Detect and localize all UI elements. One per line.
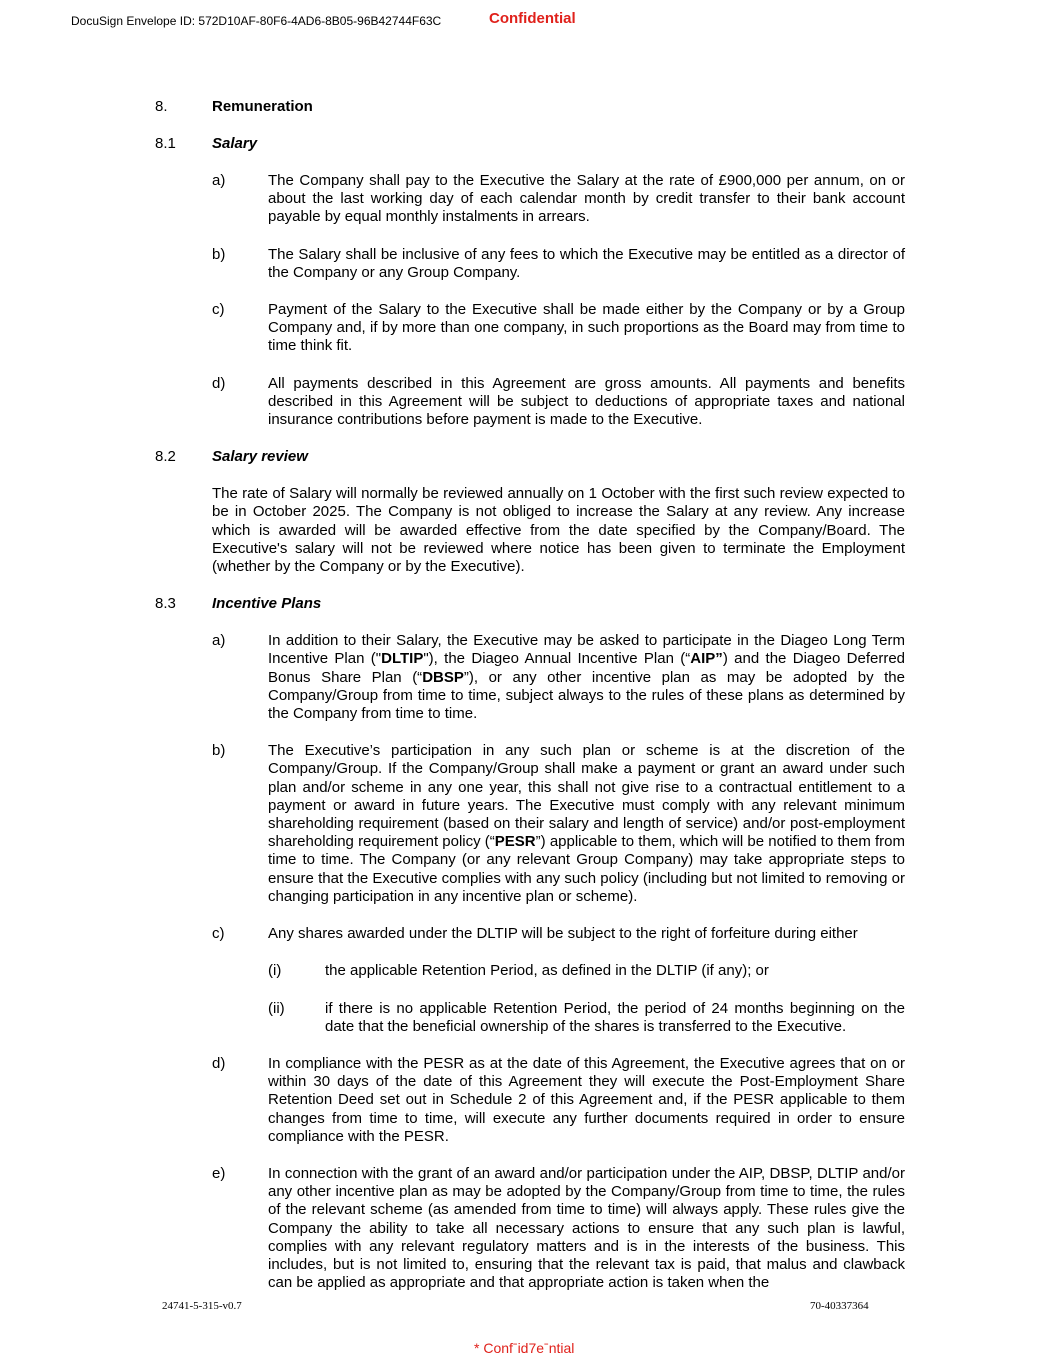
item-label: e)	[212, 1164, 226, 1182]
clause-8-1-b	[155, 246, 905, 282]
clause-number: 8.3	[155, 595, 176, 613]
clause-8-1-heading	[155, 135, 905, 153]
sub-item-label: (i)	[268, 962, 282, 980]
text-run: ”) applicable to them, which will be notified to them from time to time. The Company (or any relevant Group Company) may take appropriate steps to ensure that the Executive complies with any such policy (including but not limited to removing or changing participation in any incentive plan or scheme).	[268, 833, 905, 905]
section-heading	[155, 98, 905, 116]
item-text: All payments described in this Agreement are gross amounts. All payments and benefits described in this Agreement will be subject to deductions of appropriate taxes and national insurance contributions before payment is made to the Executive.	[268, 374, 905, 429]
text-run: ) and the Diageo Deferred Bonus Share Plan (“	[268, 650, 906, 686]
section-title: Remuneration	[212, 98, 313, 115]
document-body	[155, 98, 905, 1311]
item-label: a)	[212, 172, 226, 189]
defined-term-dbsp: DBSP	[422, 668, 464, 686]
defined-term-pesr: PESR	[494, 833, 536, 851]
item-text: The Company shall pay to the Executive the Salary at the rate of £900,000 per annum, on or about the last working day of each calendar month by credit transfer to their bank account payable by equal monthly instalments in arrears.	[268, 172, 905, 226]
text-run: The Executive’s participation in any such plan or scheme is at the discretion of the Company/Group. If the Company/Group shall make a payment or grant an award under such plan and/or scheme in any one year, this shall not give rise to a contractual entitlement to a payment or award in future years. The Executive must comply with any relevant minimum shareholding requirement (based on their salary and length of service) and/or post-employment shareholding requirement policy (“	[268, 742, 905, 851]
defined-term-aip: AIP”	[690, 650, 723, 668]
clause-8-1-a	[155, 172, 905, 227]
clause-8-1-d	[155, 375, 905, 430]
section-number: 8.	[155, 98, 168, 115]
sub-item-text: the applicable Retention Period, as defined in the DLTIP (if any); or	[325, 962, 769, 980]
clause-8-3-d	[155, 1055, 905, 1146]
item-label: c)	[212, 301, 225, 319]
item-label: d)	[212, 374, 226, 392]
item-text: The Salary shall be inclusive of any fees to which the Executive may be entitled as a director of the Company or any Group Company.	[268, 245, 905, 281]
defined-term-dltip: DLTIP	[381, 650, 424, 668]
text-run: "), the Diageo Annual Incentive Plan (“	[423, 650, 691, 668]
item-label: b)	[212, 742, 226, 760]
footer-document-ref: 24741-5-315-v0.7	[162, 1300, 242, 1312]
clause-8-3-a	[155, 632, 905, 723]
item-text: Payment of the Salary to the Executive shall be made either by the Company or by a Group Company and, if by more than one company, in such proportions as the Board may from time to time think fit.	[268, 301, 905, 355]
clause-number: 8.1	[155, 135, 176, 152]
clause-8-1-c	[155, 301, 905, 356]
clause-title: Incentive Plans	[212, 595, 322, 613]
clause-title: Salary review	[212, 448, 308, 466]
confidential-label-bottom: * Confˉid7eˉntial	[474, 1340, 575, 1356]
clause-8-3-heading	[155, 595, 905, 613]
paragraph-text: The rate of Salary will normally be reviewed annually on 1 October with the first such review expected to be in October 2025. The Company is not obliged to increase the Salary at any review. Any increase which is awarded will be awarded effective from the date specified by the Company/Board. The Executive's salary will not be reviewed where notice has been given to terminate the Employment (whether by the Company or by the Executive).	[212, 485, 905, 576]
item-label: d)	[212, 1054, 226, 1072]
item-label: b)	[212, 245, 226, 263]
item-text: Any shares awarded under the DLTIP will be subject to the right of forfeiture during either	[268, 925, 858, 943]
text-run: In addition to their Salary, the Executive may be asked to participate in the Diageo Long Term Incentive Plan ("	[268, 632, 905, 668]
text-run: ”), or any other incentive plan as may be adopted by the Company/Group from time to time, subject always to the rules of these plans as determined by the Company from time to time.	[268, 668, 905, 723]
clause-number: 8.2	[155, 448, 176, 466]
clause-title: Salary	[212, 135, 258, 152]
clause-8-3-c-ii	[155, 1000, 905, 1036]
footer-document-number: 70-40337364	[810, 1300, 869, 1312]
item-text: In connection with the grant of an award and/or participation under the AIP, DBSP, DLTIP and/or any other incentive plan as may be adopted by the Company/Group from time to time, the rules of the relevant scheme (as amended from time to time) will always apply. These rules give the Company the ability to take all necessary actions to ensure that any such plan is lawful, complies with any relevant regulatory matters and is in the interests of the business. This includes, but is not limited to, ensuring that the relevant tax is paid, that malus and clawback can be applied as appropriate and that appropriate action is taken when the	[268, 1164, 905, 1292]
clause-8-3-b	[155, 742, 905, 906]
sub-item-text: if there is no applicable Retention Period, the period of 24 months beginning on the date that the beneficial ownership of the shares is transferred to the Executive.	[325, 999, 905, 1035]
item-text	[268, 632, 905, 723]
clause-8-3-c-i	[155, 962, 905, 980]
clause-8-3-e	[155, 1165, 905, 1292]
clause-8-2-heading	[155, 448, 905, 466]
item-text	[268, 742, 905, 906]
item-text: In compliance with the PESR as at the date of this Agreement, the Executive agrees that on or within 30 days of the date of this Agreement they will execute the Post-Employment Share Retention Deed set out in Schedule 2 of this Agreement and, if the PESR applicable to them changes from time to time, will execute any further documents required in order to ensure compliance with the PESR.	[268, 1054, 905, 1145]
clause-8-3-c	[155, 925, 905, 943]
docusign-envelope-id: DocuSign Envelope ID: 572D10AF-80F6-4AD6-8B05-96B42744F63C	[71, 14, 442, 28]
sub-item-label: (ii)	[268, 999, 285, 1017]
item-label: a)	[212, 632, 226, 650]
clause-8-2-paragraph	[155, 485, 905, 576]
confidential-label-top: Confidential	[489, 10, 576, 27]
item-label: c)	[212, 925, 225, 943]
